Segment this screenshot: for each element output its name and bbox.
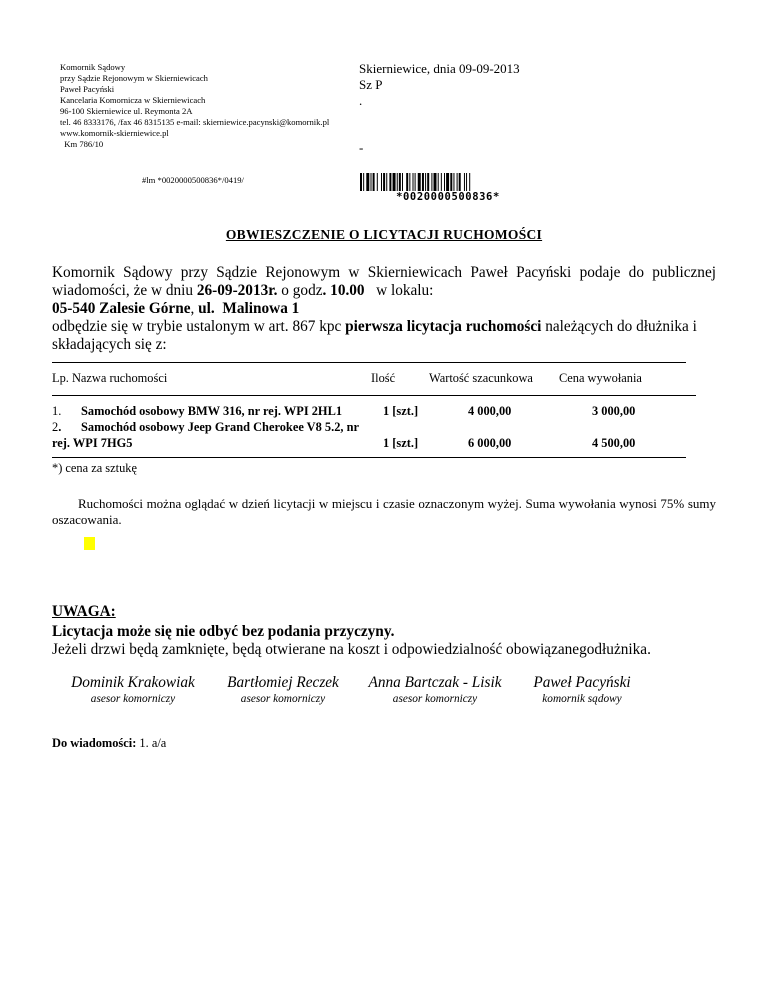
barcode <box>359 173 537 201</box>
cc-line <box>52 736 166 751</box>
barcode-bar <box>425 173 426 191</box>
barcode-bar <box>453 173 454 191</box>
barcode-bar <box>373 173 375 191</box>
first-auction: pierwsza licytacja ruchomości <box>345 318 542 335</box>
sender-line: tel. 46 8333176, /fax 46 8315135 e-mail: skierniewice.pacynski@komornik.pl <box>60 117 330 127</box>
barcode-bar <box>366 173 369 191</box>
barcode-bar <box>466 173 467 191</box>
row-price: 3 000,00 <box>592 404 636 418</box>
warning-line2: Jeżeli drzwi będą zamknięte, będą otwierane na koszt i odpowiedzialność obowiązanegodłużnika. <box>52 641 651 658</box>
sender-line: Paweł Pacyński <box>60 84 115 94</box>
signature <box>494 673 670 706</box>
barcode-bar <box>383 173 385 191</box>
auction-time: . 10.00 <box>322 282 365 299</box>
signature-name: Dominik Krakowiak <box>71 674 195 691</box>
address-street: ul. Malinowa 1 <box>198 300 300 317</box>
barcode-bar <box>434 173 437 191</box>
barcode-bar <box>397 173 398 191</box>
barcode-bar <box>389 173 391 191</box>
row-name-cont: rej. WPI 7HG5 <box>52 436 133 450</box>
sender-line: Komornik Sądowy <box>60 62 126 72</box>
barcode-bar <box>444 173 445 191</box>
viewing-paragraph: Ruchomości można oglądać w dzień licytacji w miejscu i czasie oznaczonym wyżej. Suma wywołania wynosi 75% sumy oszacowania. <box>52 496 716 527</box>
dot-mark: . <box>359 93 363 108</box>
warning-line1: Licytacja może się nie odbyć bez podania przyczyny. <box>52 623 395 640</box>
place-date-block <box>359 61 520 109</box>
signature-name: Bartłomiej Reczek <box>227 674 339 691</box>
signature-role: asesor komorniczy <box>392 693 478 705</box>
barcode-text: *0020000500836* <box>396 191 500 201</box>
row-name: Samochód osobowy Jeep Grand Cherokee V8 5.2, nr <box>81 420 360 434</box>
barcode-bar <box>441 173 442 191</box>
barcode-bar <box>360 173 362 191</box>
header-qty: Ilość <box>371 371 396 385</box>
header-price: Cena wywołania <box>559 371 642 385</box>
row-qty: 1 [szt.] <box>383 404 419 418</box>
barcode-bar <box>402 173 403 191</box>
barcode-bar <box>393 173 396 191</box>
row-price: 4 500,00 <box>592 436 636 450</box>
barcode-bar <box>413 173 414 191</box>
table-row <box>52 404 61 419</box>
row-value: 6 000,00 <box>468 436 512 450</box>
row-qty: 1 [szt.] <box>383 436 419 450</box>
table-note: *) cena za sztukę <box>52 461 137 475</box>
sender-line: Km 786/10 <box>60 139 104 149</box>
barcode-bar <box>363 173 364 191</box>
address-city: 05-540 Zalesie Górne <box>52 300 191 317</box>
barcode-bar <box>422 173 424 191</box>
highlight-marker <box>84 537 95 550</box>
intro-part2: o godz <box>277 282 323 299</box>
barcode-bar <box>438 173 439 191</box>
signature-name: Paweł Pacyński <box>533 674 631 691</box>
ref-initials: Sz P <box>359 77 383 92</box>
dash-mark: - <box>359 140 364 155</box>
table-rule-top <box>52 362 686 363</box>
row-value: 4 000,00 <box>468 404 512 418</box>
auction-date: 26-09-2013r. <box>196 282 278 299</box>
barcode-bar <box>431 173 432 191</box>
barcode-bar <box>464 173 465 191</box>
cc-label: Do wiadomości: <box>52 736 137 750</box>
barcode-bar <box>377 173 378 191</box>
sender-line: 96-100 Skierniewice ul. Reymonta 2A <box>60 106 193 116</box>
table-rule-bottom <box>52 457 686 458</box>
row-number-sep: . <box>58 404 62 418</box>
address-sep: , <box>190 300 199 317</box>
barcode-bar <box>450 173 452 191</box>
barcode-bar <box>386 173 387 191</box>
barcode-bar <box>446 173 449 191</box>
signature-role: asesor komorniczy <box>90 693 176 705</box>
barcode-bar <box>457 173 458 191</box>
sender-line: www.komornik-skierniewice.pl <box>60 128 169 138</box>
sender-block <box>60 62 329 150</box>
intro-text <box>52 264 716 354</box>
header-value: Wartość szacunkowa <box>429 371 533 385</box>
table-row <box>52 420 61 435</box>
row-number: 1 <box>52 404 59 418</box>
signature <box>195 673 371 706</box>
row-number-sep: . <box>58 420 62 434</box>
barcode-bar <box>427 173 429 191</box>
header-lp-name: Lp. Nazwa ruchomości <box>52 371 168 385</box>
reference-code: #lm *0020000500836*/0419/ <box>142 175 244 185</box>
barcode-bar <box>409 173 410 191</box>
barcode-bar <box>418 173 421 191</box>
intro-part3: w lokalu: <box>364 282 434 299</box>
table-rule-header <box>52 395 696 396</box>
barcode-bar <box>469 173 470 191</box>
warning-heading: UWAGA: <box>52 603 116 620</box>
barcode-bar <box>399 173 401 191</box>
row-name: Samochód osobowy BMW 316, nr rej. WPI 2HL1 <box>81 404 343 418</box>
barcode-bar <box>381 173 382 191</box>
barcode-bar <box>459 173 461 191</box>
row-number: 2 <box>52 420 59 434</box>
sender-line: przy Sądzie Rejonowym w Skierniewicach <box>60 73 208 83</box>
cc-value: 1. a/a <box>136 736 167 750</box>
document-title: OBWIESZCZENIE O LICYTACJI RUCHOMOŚCI <box>225 227 543 242</box>
signature-name: Anna Bartczak - Lisik <box>368 674 502 691</box>
intro-part4: odbędzie się w trybie ustalonym w art. 867 kpc <box>52 318 346 335</box>
signature-role: komornik sądowy <box>542 693 622 705</box>
barcode-bar <box>406 173 408 191</box>
intro-part6: należących do dłużnika i składających się z: <box>52 318 697 353</box>
signature-role: asesor komorniczy <box>240 693 326 705</box>
sender-line: Kancelaria Komornicza w Skierniewicach <box>60 95 206 105</box>
intro-part1: Komornik Sądowy przy Sądzie Rejonowym w Skierniewicach Paweł Pacyński podaje do publicznej wiadomości, że w dniu <box>52 264 716 299</box>
barcode-bar <box>415 173 416 191</box>
barcode-bar <box>371 173 372 191</box>
place-date: Skierniewice, dnia 09-09-2013 <box>359 61 520 76</box>
